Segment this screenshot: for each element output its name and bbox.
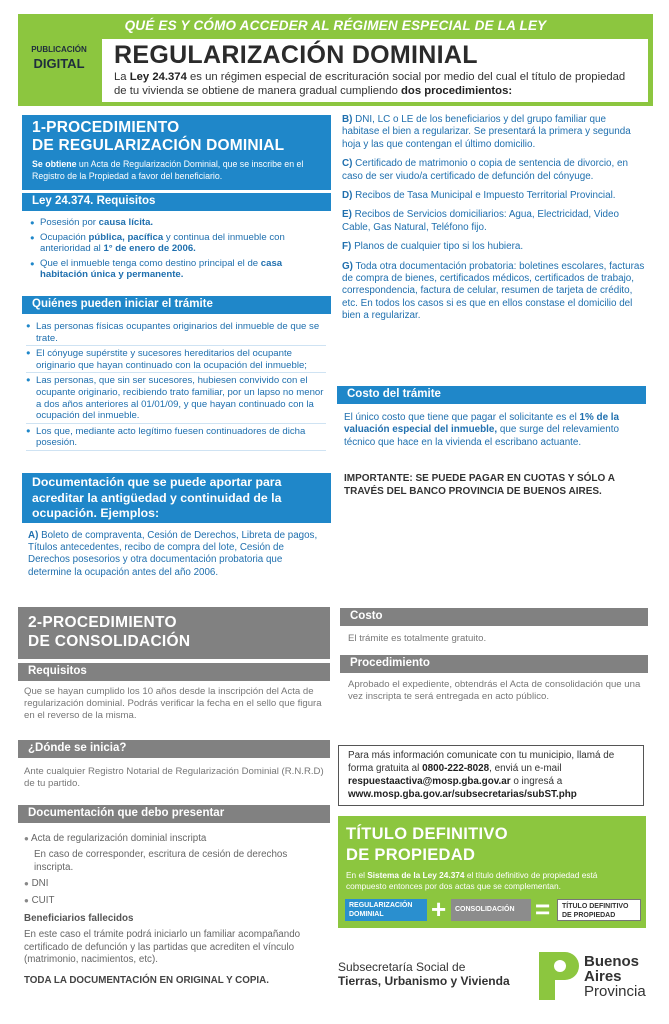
- documentation-list-continued: [342, 114, 645, 330]
- item-text: Toda otra documentación probatoria: boletines escolares, facturas de compra de bienes, certificados médicos, certificados de trabajo, correspondencia, factura de celular, resumen de tarjeta de crédito, etc. En todos los casos si es que en ellos constase el domicilio del bien a regularizar.: [342, 260, 645, 322]
- item-text: Ocupación: [40, 231, 89, 243]
- documentation-item-b: [342, 114, 645, 151]
- procedure-2-title-line2: DE CONSOLIDACIÓN: [28, 633, 191, 650]
- wordmark-line3: Provincia: [584, 983, 646, 1000]
- title-formula: [345, 894, 641, 924]
- intro-law: Ley 24.374: [129, 71, 187, 83]
- procedure-1-header: [22, 115, 331, 190]
- plus-icon: +: [431, 894, 447, 924]
- documentation-item-g: [342, 261, 645, 323]
- item-emphasis: causa lícita.: [98, 217, 154, 228]
- who-can-start-bar: Quiénes pueden iniciar el trámite: [22, 296, 331, 314]
- publication-label: [24, 41, 94, 99]
- intro-text: [114, 70, 638, 98]
- website-link[interactable]: www.mosp.gba.gov.ar/subsecretarias/subST.php: [348, 789, 577, 800]
- procedure-1-title-line2: DE REGULARIZACIÓN DOMINIAL: [32, 137, 285, 154]
- deceased-title: Beneficiarios fallecidos: [24, 913, 134, 925]
- formula-titulo: TÍTULO DEFINITIVO DE PROPIEDAD: [557, 899, 641, 921]
- list-item-note: En caso de corresponder, escritura de cesión de derechos inscripta.: [34, 849, 288, 873]
- item-text: y continua del inmueble con anterioridad al: [40, 231, 285, 255]
- requisitos-bar: Requisitos: [18, 663, 330, 681]
- item-label: B): [342, 114, 353, 125]
- procedure-1-title: [32, 119, 321, 155]
- wordmark-line2: Aires: [584, 968, 622, 985]
- cost-text: [344, 412, 642, 449]
- item-text: Planos de cualquier tipo si los hubiera.: [351, 241, 524, 253]
- documentation-item-d: [342, 190, 645, 202]
- list-item: [30, 217, 326, 229]
- documentation-item-f: [342, 241, 645, 253]
- desc-text: el título definitivo de propiedad está compuesto entonces por dos actas que se complementan.: [346, 870, 598, 891]
- procedure-2-header: [18, 607, 330, 659]
- intro-part: es un régimen especial de escrituración social por medio del cual el título de propiedad de tu vivienda se obtiene de manera gradual cumpliendo: [114, 71, 626, 97]
- info-text: Para más información comunicate con tu municipio, llamá de forma gratuita al: [348, 750, 615, 774]
- item-label: F): [342, 241, 352, 253]
- item-label: E): [342, 209, 352, 221]
- procedure-2-title-line1: 2-PROCEDIMIENTO: [28, 614, 177, 631]
- item-text: Boleto de compraventa, Cesión de Derechos, Libreta de pagos, Títulos antecedentes, recibo de compra del lote, Cesión de Derechos posesorios y otra documentación probatoria que determine la ocupación antes del año 2006.: [28, 530, 318, 578]
- item-text: DNI, LC o LE de los beneficiarios y del grupo familiar que habitase el bien a regularizar. Se presentará la primera y segunda hoja y las que contengan el último domicilio.: [342, 114, 631, 150]
- titulo-title: [346, 824, 638, 866]
- info-text: o ingresá a: [510, 776, 563, 787]
- cost-emphasis: 1% de la valuación especial del inmueble,: [344, 412, 620, 436]
- desc-text: En el: [346, 870, 368, 880]
- item-text: Posesión por: [40, 217, 99, 228]
- formula-regularizacion: REGULARIZACIÓN DOMINIAL: [345, 899, 427, 921]
- titulo-title-line1: TÍTULO DEFINITIVO: [346, 825, 508, 843]
- costo-text: El trámite es totalmente gratuito.: [348, 633, 487, 644]
- final-note: TODA LA DOCUMENTACIÓN EN ORIGINAL Y COPIA.: [24, 974, 269, 986]
- item-emphasis: pública, pacífica: [88, 231, 164, 243]
- item-text: CUIT: [31, 894, 55, 906]
- subsecretaria-line1: Subsecretaría Social de: [338, 960, 466, 974]
- procedimiento-bar: Procedimiento: [340, 655, 648, 673]
- logo-shape: [539, 952, 579, 1000]
- subsecretaria-line2: Tierras, Urbanismo y Vivienda: [338, 974, 510, 988]
- procedure-1-description: [32, 159, 321, 182]
- cost-part: El único costo que tiene que pagar el solicitante es el: [344, 412, 580, 423]
- procedimiento-text: Aprobado el expediente, obtendrás el Acta de consolidación que una vez inscripta te será entregada en acto público.: [348, 679, 641, 703]
- item-text: Acta de regularización dominial inscripta: [31, 833, 207, 844]
- requisitos-text: Que se hayan cumplido los 10 años desde la inscripción del Acta de regularización dominial. Podrás verificar la fecha en el sello que figura en el reverso de la misma.: [24, 686, 322, 722]
- bullet-icon: ●: [24, 895, 29, 905]
- list-item: ● Los que, mediante acto legítimo fuesen continuadores de dicha posesión.: [26, 425, 326, 451]
- buenos-aires-wordmark: [584, 954, 646, 999]
- item-text: DNI: [31, 878, 49, 890]
- logo-hole: [554, 960, 566, 972]
- item-text: Recibos de Tasa Municipal e Impuesto Territorial Provincial.: [352, 190, 616, 202]
- deceased-text: En este caso el trámite podrá iniciarlo un familiar acompañando certificado de defunción y las partidas que acrediten el vínculo (matrimonio, nacimientos, etc).: [24, 929, 301, 966]
- info-text: , enviá un e-mail: [489, 763, 562, 774]
- email-link[interactable]: respuestaactiva@mosp.gba.gov.ar: [348, 776, 511, 787]
- who-can-start-list: [26, 320, 326, 452]
- list-item: [30, 232, 326, 255]
- subsecretaria-logo: [338, 960, 528, 988]
- intro-emphasis: dos procedimientos:: [401, 85, 513, 97]
- item-emphasis: casa habitación única y permanente.: [40, 257, 283, 281]
- bullet-icon: ●: [24, 879, 29, 889]
- item-text: Que el inmueble tenga como destino principal el de: [40, 257, 261, 269]
- requirements-list: [30, 217, 326, 284]
- phone-number[interactable]: 0800-222-8028: [422, 763, 490, 774]
- list-item: [24, 833, 326, 845]
- documentation-item-e: [342, 209, 645, 234]
- list-item: [30, 258, 326, 281]
- equals-icon: =: [535, 894, 551, 924]
- item-label: C): [342, 158, 353, 170]
- list-item: [24, 895, 326, 907]
- contact-info-box: [338, 745, 644, 806]
- item-label: A): [28, 530, 39, 541]
- desc-text: un Acta de Regularización Dominial, que se inscribe en el Registro de la Propiedad a favor del beneficiario.: [32, 159, 304, 181]
- procedure-1-title-line1: 1-PROCEDIMIENTO: [32, 119, 180, 136]
- where-starts-text: Ante cualquier Registro Notarial de Regularización Dominial (R.N.R.D) de tu partido.: [24, 766, 324, 790]
- documentation-item-a: [28, 530, 328, 579]
- item-text: Recibos de Servicios domiciliarios: Agua, Electricidad, Video Cable, Gas Natural, Teléfono fijo.: [342, 209, 619, 233]
- cost-part: que surge del relevamiento técnico que hace en la vivienda el escribano actuante.: [344, 424, 619, 448]
- wordmark-line1: Buenos: [584, 953, 640, 970]
- documentation-bar: Documentación que se puede aportar para acreditar la antigüedad y continuidad de la ocupación. Ejemplos:: [22, 473, 331, 523]
- where-starts-bar: ¿Dónde se inicia?: [18, 740, 330, 758]
- formula-consolidacion: CONSOLIDACIÓN: [451, 899, 531, 921]
- intro-part: La: [114, 71, 130, 83]
- list-item: ● El cónyuge supérstite y sucesores hereditarios del ocupante originario que hayan continuado con la ocupación del inmueble;: [26, 347, 326, 373]
- desc-emphasis: Sistema de la Ley 24.374: [367, 870, 465, 880]
- list-item: ● Las personas, que sin ser sucesores, hubiesen convivido con el ocupante originario, recibiendo trato familiar, por un lapso no menor a dos años anteriores al 01/01/09, y que hayan continuado con la ocupación del inmueble.: [26, 374, 326, 423]
- item-emphasis: 1° de enero de 2006.: [103, 243, 196, 255]
- list-item: [24, 878, 326, 890]
- cost-bar: Costo del trámite: [337, 386, 646, 404]
- titulo-title-line2: DE PROPIEDAD: [346, 846, 476, 864]
- publication-line2: DIGITAL: [33, 56, 85, 71]
- bullet-icon: ●: [24, 834, 29, 843]
- documents-list: [24, 833, 326, 987]
- publication-line1: PUBLICACIÓN: [31, 45, 87, 54]
- desc-emphasis: Se obtiene: [32, 159, 77, 169]
- important-note: IMPORTANTE: SE PUEDE PAGAR EN CUOTAS Y SÓLO A TRAVÉS DEL BANCO PROVINCIA DE BUENOS AIRES.: [344, 473, 615, 497]
- title-panel: [102, 39, 648, 102]
- titulo-description: [346, 870, 638, 891]
- documentation-item-c: [342, 158, 645, 183]
- item-label: D): [342, 190, 353, 202]
- requirements-bar: Ley 24.374. Requisitos: [22, 193, 331, 211]
- page-title: REGULARIZACIÓN DOMINIAL: [114, 41, 478, 69]
- costo-bar: Costo: [340, 608, 648, 626]
- list-item: ● Las personas físicas ocupantes originarios del inmueble de que se trate.: [26, 320, 326, 346]
- documents-bar: Documentación que debo presentar: [18, 805, 330, 823]
- header-subtitle: QUÉ ES Y CÓMO ACCEDER AL RÉGIMEN ESPECIAL DE LA LEY: [124, 18, 547, 33]
- item-label: G): [342, 260, 353, 272]
- item-text: Certificado de matrimonio o copia de sentencia de divorcio, en caso de ser viudo/a certificado de defunción del cónyuge.: [342, 158, 628, 182]
